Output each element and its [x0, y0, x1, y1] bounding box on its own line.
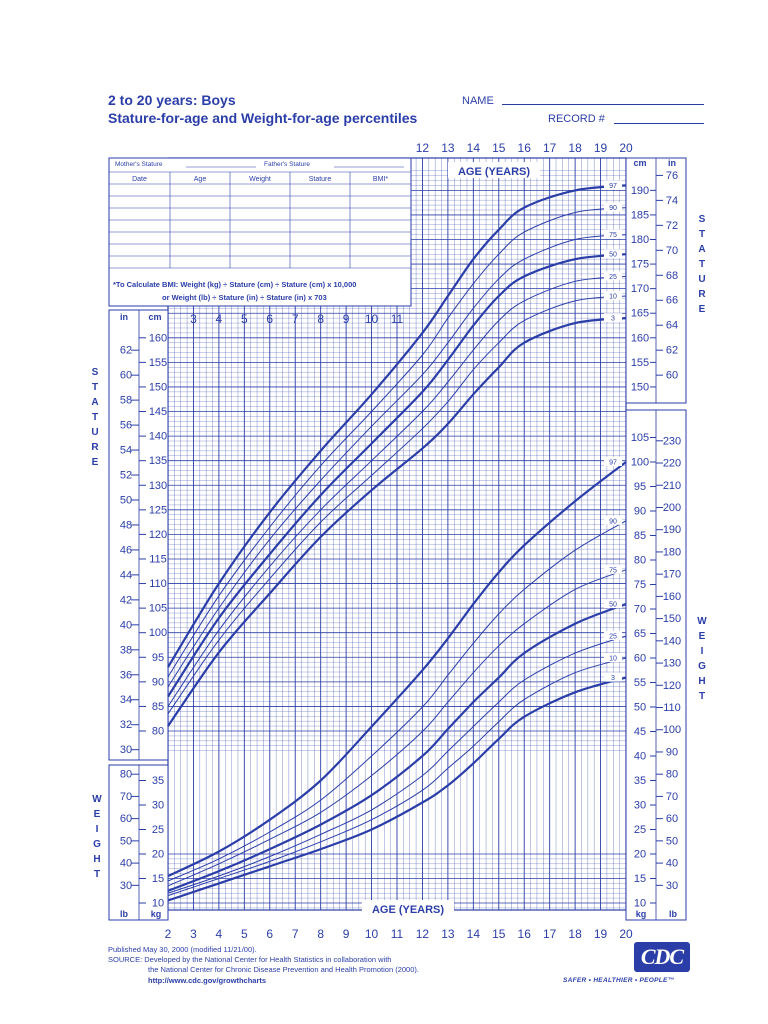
- stature-side-label-right-letter: S: [698, 214, 706, 225]
- bmi-note-2: or Weight (lb) ÷ Stature (in) ÷ Stature (in) x 703: [162, 293, 327, 302]
- stature-side-label-right-letter: R: [698, 289, 706, 300]
- tick-label-cm-left: 115: [149, 553, 167, 566]
- source-note: SOURCE: Developed by the National Center for Health Statistics in collaboration with: [108, 955, 392, 964]
- tick-label-lb-right: 210: [662, 479, 682, 492]
- tick-label-cm-left: 85: [151, 700, 165, 713]
- tick-label-kg-left: 30: [151, 799, 165, 812]
- mothers-stature-label: Mother's Stature: [115, 161, 163, 168]
- chart-subtitle: Stature-for-age and Weight-for-age percentiles: [108, 110, 418, 126]
- stature-side-label-left-letter: T: [91, 412, 99, 423]
- weight-percentile-label-10: 10: [609, 655, 617, 663]
- tick-label-cm-left: 140: [148, 430, 168, 443]
- tick-label-kg-right: 100: [630, 456, 650, 469]
- stature-side-label-left-letter: R: [91, 442, 99, 453]
- tick-label-cm-right: 190: [630, 184, 650, 197]
- tick-label-in-right: 60: [665, 369, 679, 382]
- tick-label-cm-left: 155: [148, 356, 168, 369]
- tick-label-lb-right: 30: [665, 879, 679, 892]
- tick-label-in-left: 58: [119, 394, 133, 407]
- record-label: RECORD #: [548, 113, 605, 125]
- x-tick-bottom: 18: [568, 927, 582, 941]
- weight-side-label-right-letter: E: [698, 631, 706, 642]
- tick-label-kg-right: 105: [630, 432, 650, 444]
- weight-side-label-left-letter: H: [93, 854, 101, 865]
- tick-label-cm-left: 130: [148, 479, 168, 492]
- stature-side-label-left-letter: U: [91, 427, 99, 438]
- x-tick-top: 18: [568, 141, 582, 155]
- x-tick-bottom: 8: [317, 927, 325, 941]
- tick-label-in-left: 44: [119, 569, 133, 582]
- tick-label-lb-left: 70: [119, 790, 133, 803]
- tick-label-in-right: 66: [665, 294, 679, 307]
- tick-label-in-right: 62: [665, 344, 679, 357]
- stature-side-label-right-letter: U: [698, 274, 706, 285]
- weight-percentile-label-90: 90: [609, 518, 617, 526]
- weight-side-label-left-letter: W: [92, 794, 102, 805]
- stature-side-label-right-letter: T: [698, 259, 706, 270]
- tick-label-in-left: 52: [119, 469, 133, 482]
- x-tick-top: 16: [517, 141, 531, 155]
- tick-label-lb-left: 60: [119, 813, 133, 826]
- x-tick-mid: 8: [317, 312, 325, 326]
- tick-label-kg-right: 10: [633, 897, 647, 910]
- tick-label-kg-right: 15: [633, 873, 647, 885]
- x-tick-bottom: 10: [364, 927, 379, 941]
- x-tick-mid: 7: [291, 312, 299, 326]
- tick-label-in-left: 56: [119, 419, 133, 432]
- tick-label-cm-left: 100: [148, 627, 168, 640]
- tick-label-kg-right: 50: [633, 701, 647, 714]
- tick-label-cm-left: 160: [148, 332, 168, 345]
- stature-percentile-label-25: 25: [609, 273, 617, 281]
- x-tick-top: 17: [542, 141, 557, 155]
- unit-lb-left: lb: [120, 909, 128, 919]
- tick-label-kg-right: 65: [633, 628, 647, 640]
- tick-label-cm-left: 105: [148, 602, 168, 615]
- tick-label-lb-left: 40: [119, 857, 133, 870]
- tick-label-cm-right: 180: [630, 234, 650, 246]
- bmi-note: *To Calculate BMI: Weight (kg) ÷ Stature (cm) ÷ Stature (cm) x 10,000: [113, 280, 357, 289]
- weight-side-label-right-letter: I: [700, 646, 704, 657]
- stature-percentile-label-50: 50: [609, 251, 617, 259]
- tick-label-in-right: 72: [665, 219, 679, 232]
- tick-label-kg-left: 35: [151, 775, 165, 787]
- x-tick-top: 15: [492, 141, 506, 155]
- tick-label-lb-right: 110: [663, 702, 681, 715]
- name-label: NAME: [462, 95, 494, 107]
- x-tick-top: 19: [593, 141, 608, 155]
- x-tick-top: 13: [441, 141, 455, 155]
- x-tick-mid: 3: [190, 312, 197, 326]
- x-tick-top: 20: [619, 141, 633, 155]
- tick-label-kg-right: 30: [633, 799, 647, 812]
- tick-label-lb-right: 140: [662, 635, 682, 648]
- tick-label-in-left: 54: [119, 444, 133, 457]
- x-tick-bottom: 15: [492, 927, 506, 941]
- tick-label-in-right: 76: [665, 169, 679, 182]
- tick-label-cm-left: 125: [148, 504, 168, 517]
- tick-label-in-left: 38: [119, 644, 133, 657]
- cdc-logo: CDC: [634, 942, 690, 972]
- source-url[interactable]: http://www.cdc.gov/growthcharts: [148, 976, 267, 985]
- table-header-4: BMI*: [372, 176, 389, 183]
- tick-label-cm-left: 80: [151, 725, 165, 738]
- weight-side-label-left-letter: I: [95, 824, 99, 835]
- tick-label-kg-right: 40: [633, 750, 647, 763]
- tick-label-lb-right: 190: [662, 524, 682, 537]
- tick-label-in-left: 48: [119, 519, 133, 532]
- x-tick-bottom: 20: [619, 927, 633, 941]
- tick-label-cm-left: 120: [148, 528, 168, 541]
- weight-percentile-label-25: 25: [609, 633, 617, 641]
- table-header-2: Weight: [249, 176, 271, 183]
- x-tick-bottom: 17: [542, 927, 557, 941]
- tick-label-lb-right: 150: [662, 613, 682, 626]
- tick-label-lb-right: 90: [665, 746, 679, 759]
- x-tick-mid: 6: [266, 312, 274, 326]
- tick-label-kg-right: 95: [633, 481, 647, 493]
- tick-label-kg-left: 15: [151, 873, 165, 885]
- tick-label-lb-left: 50: [119, 835, 133, 848]
- stature-side-label-right-letter: E: [698, 304, 706, 315]
- x-tick-mid: 10: [364, 312, 379, 326]
- tick-label-in-left: 60: [119, 369, 133, 382]
- tick-label-lb-right: 100: [662, 724, 682, 737]
- weight-side-label-right-letter: H: [698, 676, 706, 687]
- unit-in-left: in: [120, 312, 128, 322]
- tick-label-cm-right: 165: [630, 307, 650, 320]
- tick-label-lb-right: 220: [662, 457, 682, 470]
- tick-label-lb-right: 120: [662, 679, 682, 692]
- tick-label-lb-right: 70: [665, 790, 679, 803]
- tick-label-kg-left: 20: [151, 848, 165, 861]
- unit-kg-left: kg: [150, 909, 162, 919]
- x-tick-mid: 5: [240, 312, 248, 326]
- unit-cm-left: cm: [148, 312, 162, 322]
- tick-label-lb-right: 80: [665, 768, 679, 781]
- weight-side-label-right-letter: G: [698, 661, 706, 672]
- stature-side-label-right-letter: T: [698, 229, 706, 240]
- tick-label-in-right: 68: [665, 269, 679, 282]
- tick-label-in-left: 50: [119, 494, 133, 507]
- tick-label-lb-right: 60: [665, 813, 679, 826]
- tick-label-cm-left: 90: [151, 676, 165, 689]
- tick-label-cm-right: 150: [630, 381, 650, 394]
- stature-percentile-label-97: 97: [609, 182, 617, 190]
- source-note-cont: the National Center for Chronic Disease Prevention and Health Promotion (2000).: [148, 965, 419, 974]
- tick-label-kg-right: 55: [633, 677, 647, 689]
- tick-label-lb-right: 170: [662, 568, 682, 581]
- x-tick-mid: 11: [390, 312, 404, 326]
- x-tick-bottom: 11: [390, 927, 404, 941]
- weight-percentile-label-97: 97: [609, 459, 617, 467]
- x-tick-bottom: 12: [415, 927, 430, 941]
- x-tick-bottom: 13: [441, 927, 455, 941]
- x-tick-bottom: 19: [593, 927, 608, 941]
- tick-label-cm-right: 175: [630, 258, 650, 271]
- weight-side-label-left-letter: T: [93, 869, 101, 880]
- fathers-stature-label: Father's Stature: [264, 161, 311, 168]
- tick-label-in-left: 62: [119, 344, 133, 357]
- tick-label-cm-right: 185: [630, 209, 650, 222]
- stature-percentile-label-3: 3: [611, 315, 615, 323]
- tick-label-kg-left: 25: [151, 824, 165, 836]
- x-tick-bottom: 4: [215, 927, 223, 941]
- tick-label-lb-left: 30: [119, 879, 133, 892]
- weight-side-label-left-letter: G: [93, 839, 101, 850]
- weight-side-label-right-letter: W: [697, 616, 707, 627]
- tick-label-in-left: 40: [119, 619, 133, 632]
- x-tick-bottom: 9: [342, 927, 350, 941]
- published-note: Published May 30, 2000 (modified 11/21/00).: [108, 945, 257, 954]
- tick-label-cm-left: 145: [148, 406, 168, 419]
- tick-label-lb-right: 200: [662, 501, 682, 514]
- x-axis-label-top: AGE (YEARS): [457, 166, 531, 178]
- cdc-tagline: SAFER • HEALTHIER • PEOPLE™: [563, 977, 675, 984]
- stature-side-label-left-letter: A: [91, 397, 99, 408]
- x-tick-mid: 9: [342, 312, 350, 326]
- tick-label-in-left: 34: [119, 694, 133, 707]
- x-axis-label-bottom: AGE (YEARS): [371, 904, 445, 916]
- stature-side-label-right-letter: A: [698, 244, 706, 255]
- unit-in-right: in: [668, 158, 676, 168]
- table-header-0: Date: [132, 176, 147, 183]
- tick-label-kg-right: 20: [633, 848, 647, 861]
- x-tick-bottom: 3: [190, 927, 197, 941]
- tick-label-kg-right: 90: [633, 505, 647, 518]
- table-header-1: Age: [193, 176, 207, 183]
- tick-label-in-left: 32: [119, 719, 133, 732]
- chart-title: 2 to 20 years: Boys: [108, 92, 236, 108]
- tick-label-cm-right: 160: [630, 332, 650, 345]
- x-tick-bottom: 6: [266, 927, 274, 941]
- table-header-3: Stature: [308, 176, 332, 183]
- tick-label-lb-left: 80: [119, 768, 133, 781]
- tick-label-cm-right: 155: [630, 356, 650, 369]
- tick-label-in-left: 36: [119, 669, 133, 682]
- tick-label-in-left: 30: [119, 744, 133, 757]
- x-tick-bottom: 7: [291, 927, 299, 941]
- tick-label-kg-left: 10: [151, 897, 165, 910]
- unit-kg-right: kg: [635, 909, 647, 919]
- tick-label-cm-left: 150: [148, 381, 168, 394]
- tick-label-in-right: 64: [665, 319, 679, 332]
- tick-label-lb-right: 180: [662, 546, 682, 559]
- tick-label-lb-right: 230: [662, 435, 682, 448]
- x-tick-bottom: 16: [517, 927, 531, 941]
- tick-label-kg-right: 75: [633, 579, 647, 591]
- stature-side-label-left-letter: E: [91, 457, 99, 468]
- weight-percentile-label-3: 3: [611, 675, 615, 683]
- x-tick-bottom: 2: [164, 927, 172, 941]
- weight-side-label-left-letter: E: [93, 809, 101, 820]
- tick-label-kg-right: 85: [633, 530, 647, 542]
- weight-side-label-right-letter: T: [698, 691, 706, 702]
- tick-label-kg-right: 35: [633, 775, 647, 787]
- stature-percentile-label-90: 90: [609, 205, 617, 213]
- weight-percentile-label-50: 50: [609, 601, 617, 609]
- x-tick-mid: 4: [215, 312, 223, 326]
- tick-label-cm-left: 135: [148, 455, 168, 468]
- x-tick-top: 14: [466, 141, 481, 155]
- tick-label-in-right: 70: [665, 244, 679, 257]
- stature-percentile-label-75: 75: [609, 232, 617, 240]
- tick-label-in-right: 74: [665, 194, 679, 207]
- tick-label-in-left: 46: [119, 544, 133, 557]
- tick-label-lb-right: 160: [662, 590, 682, 603]
- tick-label-kg-right: 80: [633, 554, 647, 567]
- stature-percentile-label-10: 10: [609, 293, 617, 301]
- tick-label-cm-left: 110: [149, 578, 167, 591]
- stature-side-label-left-letter: T: [91, 382, 99, 393]
- tick-label-cm-left: 95: [151, 651, 165, 664]
- x-tick-top: 12: [415, 141, 430, 155]
- unit-cm-right: cm: [633, 158, 647, 168]
- weight-percentile-label-75: 75: [609, 567, 617, 575]
- tick-label-kg-right: 70: [633, 603, 647, 616]
- unit-lb-right: lb: [669, 909, 677, 919]
- x-tick-bottom: 5: [240, 927, 248, 941]
- tick-label-lb-right: 130: [662, 657, 682, 670]
- x-tick-bottom: 14: [466, 927, 481, 941]
- stature-side-label-left-letter: S: [91, 367, 99, 378]
- tick-label-in-left: 42: [119, 594, 133, 607]
- tick-label-kg-right: 45: [633, 726, 647, 738]
- tick-label-cm-right: 170: [630, 283, 650, 296]
- tick-label-lb-right: 50: [665, 835, 679, 848]
- tick-label-kg-right: 60: [633, 652, 647, 665]
- tick-label-lb-right: 40: [665, 857, 679, 870]
- tick-label-kg-right: 25: [633, 824, 647, 836]
